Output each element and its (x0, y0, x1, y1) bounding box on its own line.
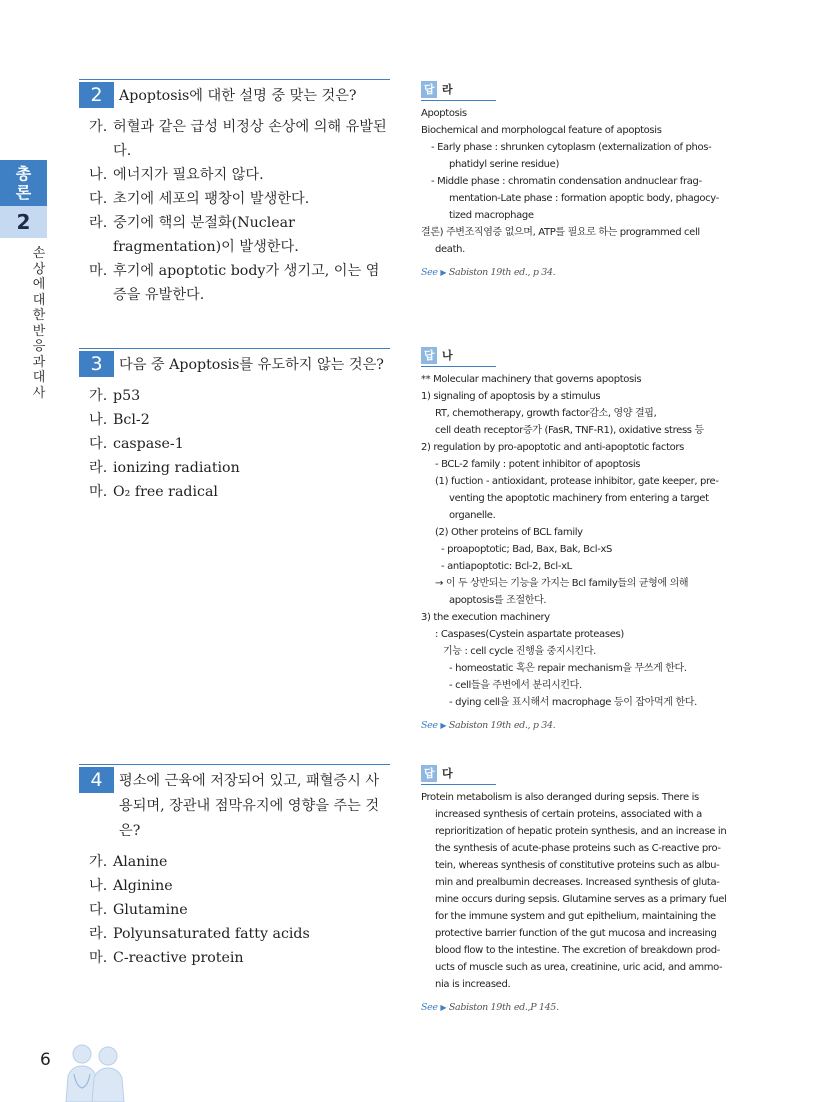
question-number: 4 (79, 767, 114, 793)
answer-choice: 나 (442, 349, 453, 362)
option (89, 187, 390, 211)
question-text: 다음 중 Apoptosis를 유도하지 않는 것은? (119, 357, 384, 373)
explanation-line: - Middle phase : chromatin condensation andnuclear frag- (431, 176, 702, 187)
reference (421, 717, 733, 734)
option-marker: 라. (89, 460, 108, 476)
option-marker: 가. (89, 119, 108, 135)
explanation-line: protective barrier function of the gut mucosa and increasing (435, 928, 717, 939)
chapter-tab-char: 총 (15, 164, 32, 183)
chapter-number: 2 (0, 206, 47, 238)
option-text: 에너지가 필요하지 않다. (113, 167, 264, 183)
option-text: 허혈과 같은 급성 비정상 손상에 의해 유발된다. (113, 119, 387, 159)
option-text: Alanine (113, 854, 168, 870)
chapter-tab-char: 론 (15, 183, 32, 202)
option (89, 480, 390, 504)
chapter-title-char: 대 (32, 292, 46, 308)
option (89, 259, 390, 307)
explanation-line: cell death receptor증가 (FasR, TNF-R1), oxidative stress 등 (435, 425, 704, 436)
explanation-line: organelle. (449, 510, 496, 521)
option-text: Alginine (113, 878, 173, 894)
explanation-line: min and prealbumin decreases. Increased synthesis of gluta- (435, 877, 720, 888)
question-number: 3 (79, 351, 114, 377)
explanation-line: - Early phase : shrunken cytoplasm (externalization of phos- (431, 142, 712, 153)
option-marker: 다. (89, 436, 108, 452)
option (89, 432, 390, 456)
answer-2 (421, 80, 733, 281)
option-text: 중기에 핵의 분절화(Nuclear fragmentation)이 발생한다. (113, 215, 299, 255)
explanation-line: 기능 : cell cycle 진행을 중지시킨다. (443, 646, 596, 657)
explanation-line: 2) regulation by pro-apoptotic and anti-apoptotic factors (421, 442, 685, 453)
option (89, 384, 390, 408)
chapter-title-char: 상 (32, 261, 46, 277)
chapter-title-char: 반 (32, 323, 46, 339)
chapter-title-char: 손 (32, 246, 46, 261)
option-text: Polyunsaturated fatty acids (113, 926, 310, 942)
option (89, 850, 390, 874)
option-marker: 마. (89, 263, 108, 279)
question-number: 2 (79, 82, 114, 108)
option-marker: 나. (89, 412, 108, 428)
option-marker: 마. (89, 484, 108, 500)
explanation-line: tein, whereas synthesis of constitutive proteins such as albu- (435, 860, 720, 871)
reference (421, 264, 733, 281)
explanation-line: reprioritization of hepatic protein synthesis, and an increase in (435, 826, 727, 837)
option-marker: 나. (89, 167, 108, 183)
explanation-line: increased synthesis of certain proteins, associated with a (435, 809, 702, 820)
option-text: Glutamine (113, 902, 188, 918)
option-text: O₂ free radical (113, 484, 218, 500)
option-text: 초기에 세포의 팽창이 발생한다. (113, 191, 310, 207)
explanation-line: → 이 두 상반되는 기능을 가지는 Bcl family들의 균형에 의해 (435, 578, 689, 589)
explanation-line: for the immune system and gut epithelium, maintaining the (435, 911, 716, 922)
explanation-line: the synthesis of acute-phase proteins such as C-reactive pro- (435, 843, 721, 854)
reference-label: See (421, 1002, 438, 1013)
chapter-tab (0, 160, 47, 206)
explanation-line: 3) the execution machinery (421, 612, 550, 623)
option-marker: 다. (89, 191, 108, 207)
explanation-line: mentation-Late phase : formation apoptic body, phagocy- (449, 193, 719, 204)
play-arrow-icon: ▶ (440, 1003, 447, 1012)
question-header (79, 348, 390, 378)
option (89, 163, 390, 187)
explanation-line: venting the apoptotic machinery from entering a target (449, 493, 709, 504)
doctors-illustration-icon (64, 1040, 134, 1102)
option (89, 115, 390, 163)
question-header (79, 79, 390, 109)
reference-label: See (421, 267, 438, 278)
option (89, 408, 390, 432)
option-marker: 마. (89, 950, 108, 966)
chapter-title-char: 응 (32, 339, 46, 354)
explanation-line: Biochemical and morphologcal feature of apoptosis (421, 125, 662, 136)
explanation-line: phatidyl serine residue) (449, 159, 560, 170)
option (89, 922, 390, 946)
option-text: caspase-1 (113, 436, 184, 452)
option-marker: 가. (89, 854, 108, 870)
explanation-line: ** Molecular machinery that governs apoptosis (421, 374, 642, 385)
option-text: C-reactive protein (113, 950, 244, 966)
explanation-line: - BCL-2 family : potent inhibitor of apoptosis (435, 459, 641, 470)
explanation-line: mine occurs during sepsis. Glutamine serves as a primary fuel (435, 894, 727, 905)
question-header (79, 764, 390, 844)
chapter-title-char: 한 (32, 308, 46, 323)
reference (421, 999, 733, 1016)
play-arrow-icon: ▶ (440, 268, 447, 277)
explanation-line: apoptosis를 조절한다. (449, 595, 547, 606)
option-marker: 가. (89, 388, 108, 404)
explanation-line: - cell들을 주변에서 분리시킨다. (449, 680, 582, 691)
option (89, 946, 390, 970)
option-text: ionizing radiation (113, 460, 240, 476)
chapter-title-char: 과 (32, 354, 46, 370)
explanation-line: 1) signaling of apoptosis by a stimulus (421, 391, 601, 402)
answer-badge: 답 (421, 765, 437, 782)
chapter-title-char: 에 (32, 277, 46, 292)
explanation-line: : Caspases(Cystein aspartate proteases) (435, 629, 624, 640)
explanation-line: Protein metabolism is also deranged during sepsis. There is (421, 792, 699, 803)
explanation-line: tized macrophage (449, 210, 534, 221)
answer-header (421, 764, 496, 785)
reference-text: Sabiston 19th ed.,P 145. (448, 1002, 559, 1013)
page-number: 6 (40, 1050, 51, 1070)
question-text: Apoptosis에 대한 설명 중 맞는 것은? (119, 88, 357, 104)
explanation-line: 결론) 주변조직염증 없으며, ATP를 필요로 하는 programmed cell (421, 227, 700, 238)
explanation-line: RT, chemotherapy, growth factor감소, 영양 결핍, (435, 408, 657, 419)
explanation-line: - dying cell을 표시해서 macrophage 등이 잡아먹게 한다. (449, 697, 697, 708)
option (89, 898, 390, 922)
chapter-title-char: 사 (32, 385, 46, 401)
reference-text: Sabiston 19th ed., p 34. (448, 720, 556, 731)
reference-text: Sabiston 19th ed., p 34. (448, 267, 556, 278)
option (89, 211, 390, 259)
explanation-line: - antiapoptotic: Bcl-2, Bcl-xL (441, 561, 572, 572)
play-arrow-icon: ▶ (440, 721, 447, 730)
explanation-line: ucts of muscle such as urea, creatinine, uric acid, and ammo- (435, 962, 723, 973)
explanation-line: death. (435, 244, 465, 255)
explanation-line: nia is increased. (435, 979, 511, 990)
option-marker: 다. (89, 902, 108, 918)
option-marker: 나. (89, 878, 108, 894)
option-marker: 라. (89, 926, 108, 942)
options-list (79, 115, 390, 307)
options-list (79, 850, 390, 970)
question-3 (79, 348, 390, 504)
option (89, 456, 390, 480)
chapter-title-char: 대 (32, 370, 46, 385)
answer-badge: 답 (421, 347, 437, 364)
question-2 (79, 79, 390, 307)
answer-badge: 답 (421, 81, 437, 98)
option-text: p53 (113, 388, 141, 404)
chapter-title (31, 246, 47, 401)
answer-choice: 다 (442, 767, 453, 780)
explanation-line: blood flow to the intestine. The excretion of breakdown prod- (435, 945, 721, 956)
option-text: Bcl-2 (113, 412, 150, 428)
answer-choice: 라 (442, 83, 453, 96)
answer-header (421, 80, 496, 101)
answer-header (421, 346, 496, 367)
question-4 (79, 764, 390, 970)
reference-label: See (421, 720, 438, 731)
explanation-line: (2) Other proteins of BCL family (435, 527, 583, 538)
explanation-line: - proapoptotic; Bad, Bax, Bak, Bcl-xS (441, 544, 613, 555)
options-list (79, 384, 390, 504)
explanation-line: Apoptosis (421, 108, 467, 119)
answer-4 (421, 764, 733, 1016)
answer-3 (421, 346, 733, 734)
question-text: 평소에 근육에 저장되어 있고, 패혈증시 사용되며, 장관내 점막유지에 영향을 주는 것은? (119, 773, 380, 839)
option-marker: 라. (89, 215, 108, 231)
option (89, 874, 390, 898)
explanation-line: - homeostatic 혹은 repair mechanism을 무쓰게 한다. (449, 663, 687, 674)
explanation-line: (1) fuction - antioxidant, protease inhibitor, gate keeper, pre- (435, 476, 719, 487)
option-text: 후기에 apoptotic body가 생기고, 이는 염증을 유발한다. (113, 263, 380, 303)
